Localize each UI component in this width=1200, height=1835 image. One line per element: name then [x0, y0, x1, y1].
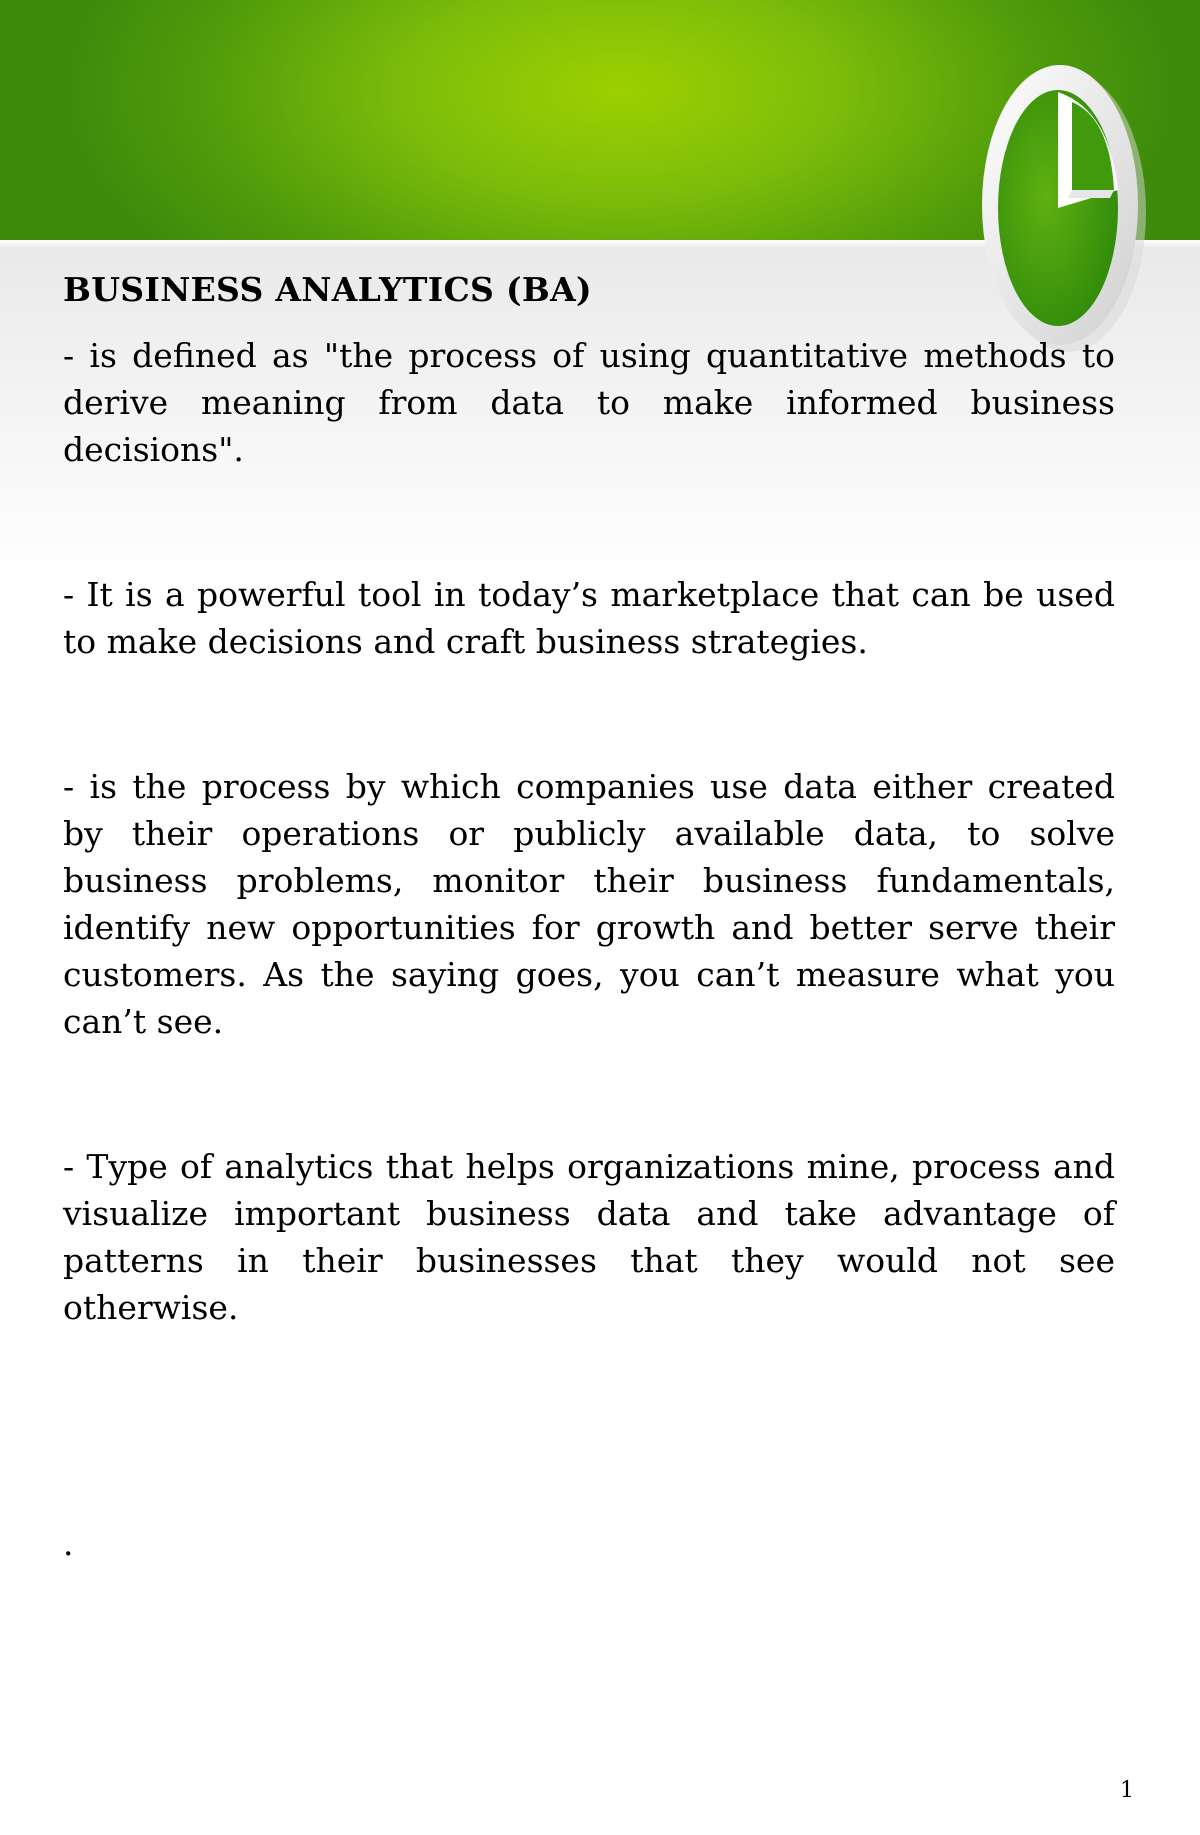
page-number: 1: [1120, 1778, 1134, 1803]
paragraph-type: - Type of analytics that helps organizations mine, process and visualize important business data and take advantage of patterns in their businesses that they would not see otherwise.: [63, 1147, 1115, 1327]
document-title: BUSINESS ANALYTICS (BA): [63, 270, 592, 309]
paragraph-tool: - It is a powerful tool in today’s marketplace that can be used to make decisions and craft business strategies.: [63, 575, 1115, 661]
paragraph-process: - is the process by which companies use data either created by their operations or publicly available data, to solve business problems, monitor their business fundamentals, identify new opportunities for growth and better serve their customers. As the saying goes, you can’t measure what you can’t see.: [63, 767, 1115, 1041]
paragraph-definition: - is defined as "the process of using quantitative methods to derive meaning from data to make informed business decisions".: [63, 336, 1115, 469]
document-body: [63, 266, 1115, 1331]
trailing-mark: .: [63, 1524, 74, 1563]
